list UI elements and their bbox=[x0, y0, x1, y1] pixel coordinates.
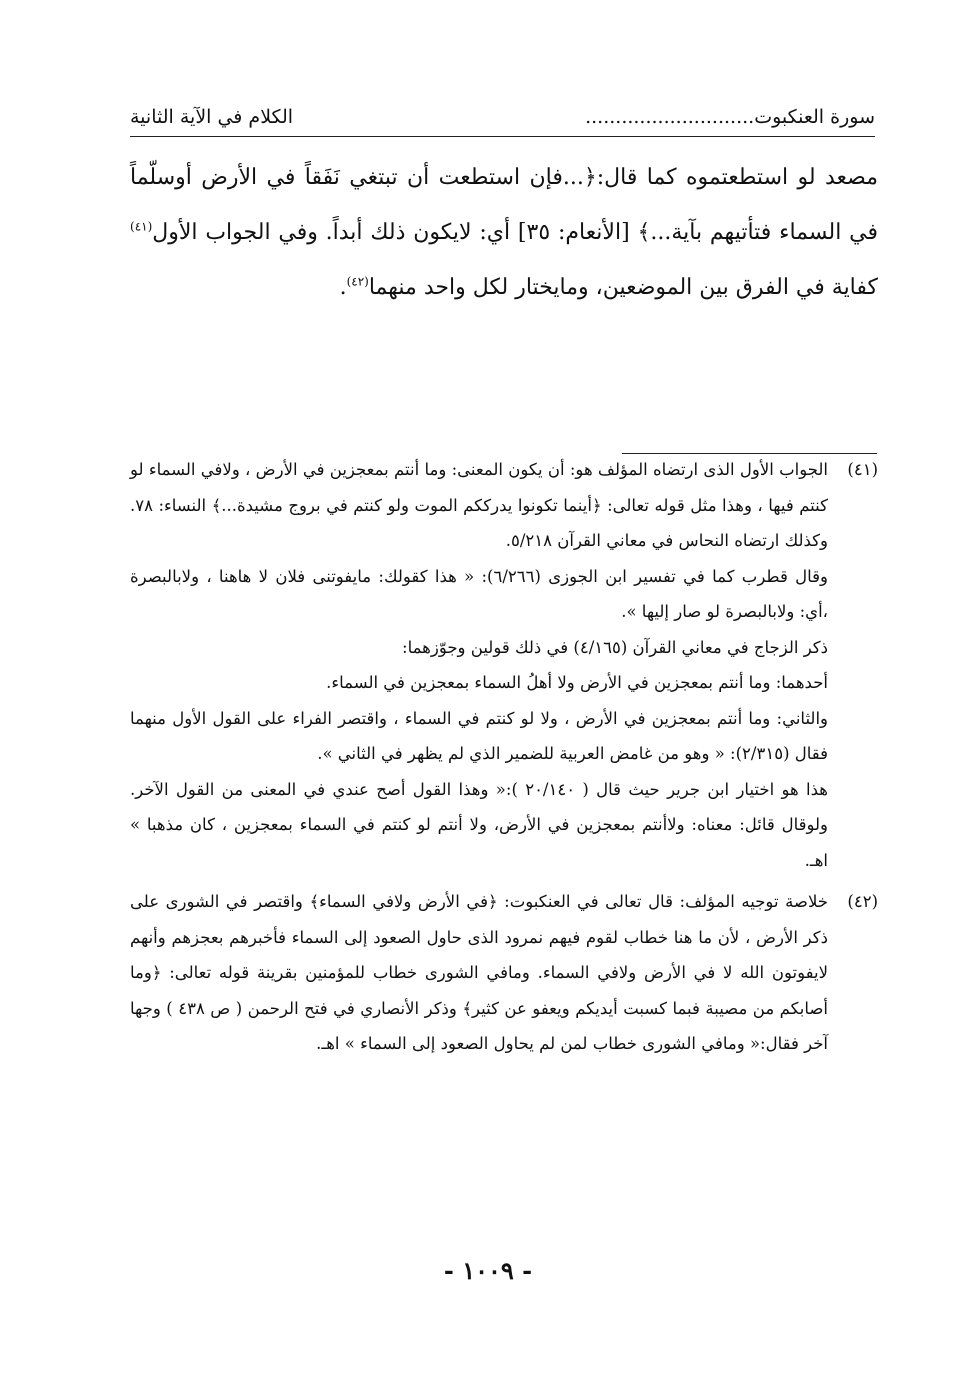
footnote-42 bbox=[130, 884, 878, 1062]
footnote-paragraph: والثاني: وما أنتم بمعجزين في الأرض ، ولا لو كنتم في السماء ، واقتصر الفراء على القول الأول منهما فقال (٢/٣١٥): « وهو من غامض العربية للضمير الذي لم يظهر في الثاني ». bbox=[130, 708, 828, 763]
footnote-paragraph: الجواب الأول الذى ارتضاه المؤلف هو: أن يكون المعنى: وما أنتم بمعجزين في الأرض ، ولافي السماء لو كنتم فيها ، وهذا مثل قوله تعالى: ﴿أينما تكونوا يدرككم الموت ولو كنتم في بروج مشيدة...﴾ النساء: ٧٨. وكذلك ارتضاه النحاس في معاني القرآن ٥/٢١٨. bbox=[130, 460, 828, 550]
header-dots: ............................ bbox=[585, 106, 755, 128]
footnote-number: (٤٢) bbox=[847, 892, 878, 911]
footnote-ref-41[interactable]: (٤١) bbox=[130, 219, 153, 234]
footnote-paragraph: وقال قطرب كما في تفسير ابن الجوزى (٦/٢٦٦): « هذا كقولك: مايفوتنى فلان لا هاهنا ، ولابالبصرة ،أي: ولابالبصرة لو صار إليها ». bbox=[130, 566, 828, 621]
footnote-paragraph: أحدهما: وما أنتم بمعجزين في الأرض ولا أهلُ السماء بمعجزين في السماء. bbox=[326, 673, 828, 692]
header-surah-title: سورة العنكبوت............................ bbox=[585, 106, 875, 128]
main-text bbox=[130, 150, 878, 315]
running-header bbox=[130, 102, 875, 137]
footnotes bbox=[130, 452, 878, 1062]
main-paragraph: مصعد لو استطعتموه كما قال:﴿...فإن استطعت أن تبتغي نَفَقاً في الأرض أوسلّماً في السماء فتأتيهم بآية...﴾ [الأنعام: ٣٥] أي: لايكون ذلك أبداً. وفي الجواب الأول$^{(٤١)}$ كفاية في الفرق بين الموضعين، ومايختار لكل واحد منهما$^{(٤٢)}$. bbox=[130, 165, 878, 300]
footnote-41 bbox=[130, 452, 878, 878]
footnote-ref-42[interactable]: (٤٢) bbox=[346, 274, 369, 289]
page-number: - ١٠٠٩ - bbox=[443, 1256, 533, 1285]
header-section-title: الكلام في الآية الثانية bbox=[130, 106, 294, 128]
footnote-paragraph: هذا هو اختيار ابن جرير حيث قال ( ٢٠/١٤٠ ):« وهذا القول أصح عندي في المعنى من القول الآخر. ولوقال قائل: معناه: ولاأنتم بمعجزين في الأرض، ولا أنتم لو كنتم في السماء بمعجزين ، كان مذهبا » اهـ. bbox=[130, 779, 828, 870]
footnote-paragraph: خلاصة توجيه المؤلف: قال تعالى في العنكبوت: ﴿في الأرض ولافي السماء﴾ واقتصر في الشورى على ذكر الأرض ، لأن ما هنا خطاب لقوم فيهم نمرود الذى حاول الصعود إلى السماء فأخبرهم بعجزهم وأنهم لايفوتون الله لا في الأرض ولافي السماء. ومافي الشورى خطاب للمؤمنين بقرينة قوله تعالى: ﴿وما أصابكم من مصيبة فبما كسبت أيديكم ويعفو عن كثير﴾ وذكر الأنصاري في فتح الرحمن ( ص ٤٣٨ ) وجها آخر فقال:« ومافي الشورى خطاب لمن لم يحاول الصعود إلى السماء » اهـ. bbox=[130, 892, 828, 1053]
footnote-number: (٤١) bbox=[847, 460, 878, 479]
footnote-paragraph: ذكر الزجاج في معاني القرآن (٤/١٦٥) في ذلك قولين وجوّزهما: bbox=[402, 637, 828, 657]
